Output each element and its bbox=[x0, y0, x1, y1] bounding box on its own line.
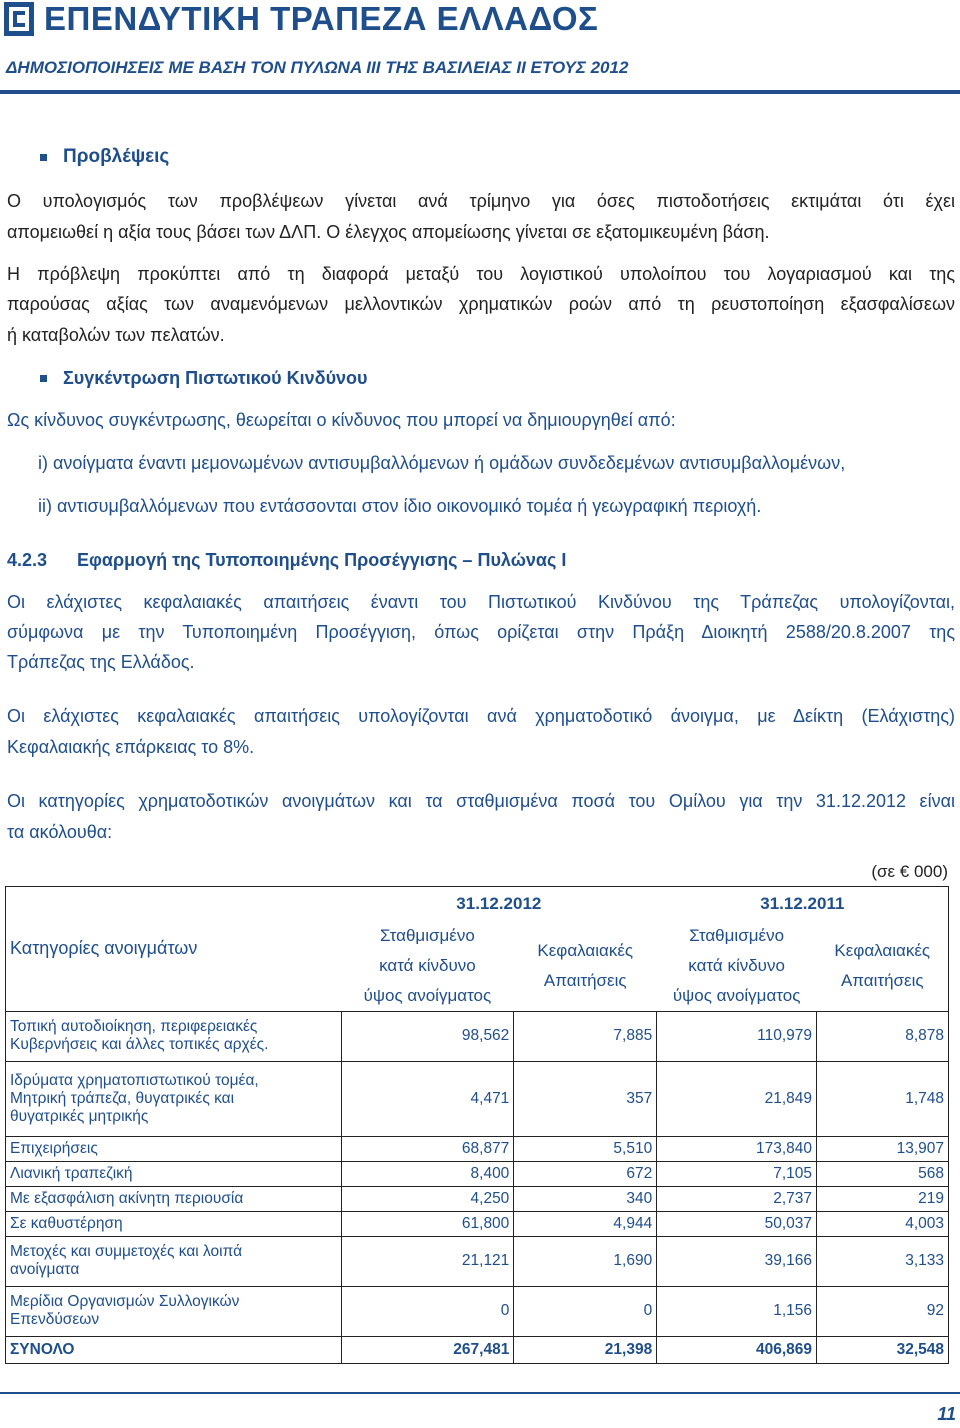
section-paragraph-1: Οι ελάχιστες κεφαλαιακές απαιτήσεις έναντι του Πιστωτικού Κινδύνου της Τράπεζας υπολογίζονται, bbox=[7, 592, 955, 612]
section-paragraph-3: Οι κατηγορίες χρηματοδοτικών ανοιγμάτων και τα σταθμισμένα ποσά του Ομίλου για την 31.12.2012 είναι bbox=[7, 791, 955, 811]
section-number: 4.2.3 bbox=[7, 550, 48, 570]
cell-cap-2011: 1,748 bbox=[817, 1061, 949, 1136]
row-label: Τοπική αυτοδιοίκηση, περιφερειακές Κυβερνήσεις και άλλες τοπικές αρχές. bbox=[6, 1011, 342, 1061]
cell-rw-2011: 50,037 bbox=[657, 1211, 817, 1236]
table-row bbox=[6, 1136, 949, 1161]
section-paragraph-3-line-2: τα ακόλουθα: bbox=[7, 822, 113, 842]
concentration-heading: Συγκέντρωση Πιστωτικού Κινδύνου bbox=[40, 368, 368, 389]
section-paragraph-1-line-3: Τράπεζας της Ελλάδος. bbox=[7, 652, 195, 672]
cell-cap-2011: 219 bbox=[817, 1186, 949, 1211]
table-row bbox=[6, 1011, 949, 1061]
section-heading bbox=[7, 550, 566, 571]
cell-cap-2012: 672 bbox=[514, 1161, 657, 1186]
table-row bbox=[6, 1236, 949, 1286]
total-cap-2011: 32,548 bbox=[817, 1336, 949, 1363]
provisions-paragraph-1-line-2: απομειωθεί η αξία τους βάσει των ΔΛΠ. Ο έλεγχος απομείωσης γίνεται σε εξατομικευμένη βάση. bbox=[7, 222, 770, 242]
table-row bbox=[6, 1211, 949, 1236]
table-row bbox=[6, 1286, 949, 1336]
cell-rw-2012: 21,121 bbox=[341, 1236, 514, 1286]
table-row bbox=[6, 1161, 949, 1186]
cell-rw-2012: 68,877 bbox=[341, 1136, 514, 1161]
total-rw-2012: 267,481 bbox=[341, 1336, 514, 1363]
col-header-rw-2012: Σταθμισμένο κατά κίνδυνο ύψος ανοίγματος bbox=[363, 925, 492, 1005]
section-paragraph-1-line-2: σύμφωνα με την Τυποποιημένη Προσέγγιση, όπως ορίζεται στην Πράξη Διοικητή 2588/20.8.2007 της bbox=[7, 622, 955, 642]
cell-cap-2011: 3,133 bbox=[817, 1236, 949, 1286]
cell-cap-2012: 4,944 bbox=[514, 1211, 657, 1236]
row-label: Με εξασφάλιση ακίνητη περιουσία bbox=[6, 1186, 342, 1211]
concentration-item-1: i) ανοίγματα έναντι μεμονωμένων αντισυμβαλλόμενων ή ομάδων συνδεδεμένων αντισυμβαλλομένων, bbox=[38, 453, 846, 473]
section-title: Εφαρμογή της Τυποποιημένης Προσέγγισης – Πυλώνας Ι bbox=[77, 550, 567, 570]
table-total-row bbox=[6, 1336, 949, 1363]
cell-rw-2012: 4,250 bbox=[341, 1186, 514, 1211]
bullet-icon bbox=[40, 375, 47, 382]
page-number: 11 bbox=[937, 1404, 956, 1424]
section-paragraph-2-line-2: Κεφαλαιακής επάρκειας το 8%. bbox=[7, 737, 255, 757]
exposures-table bbox=[5, 886, 949, 1364]
cell-rw-2012: 98,562 bbox=[341, 1011, 514, 1061]
cell-rw-2012: 4,471 bbox=[341, 1061, 514, 1136]
cell-cap-2011: 92 bbox=[817, 1286, 949, 1336]
bullet-icon bbox=[40, 154, 47, 161]
cell-rw-2012: 8,400 bbox=[341, 1161, 514, 1186]
year-2011: 31.12.2011 bbox=[657, 887, 949, 921]
row-label: Λιανική τραπεζική bbox=[6, 1161, 342, 1186]
total-cap-2012: 21,398 bbox=[514, 1336, 657, 1363]
table-row bbox=[6, 1186, 949, 1211]
cell-cap-2012: 7,885 bbox=[514, 1011, 657, 1061]
cell-cap-2012: 5,510 bbox=[514, 1136, 657, 1161]
provisions-heading: Προβλέψεις bbox=[40, 146, 169, 168]
concentration-item-2: ii) αντισυμβαλλόμενων που εντάσσονται στον ίδιο οικονομικό τομέα ή γεωγραφική περιοχή. bbox=[38, 496, 762, 516]
cell-rw-2012: 61,800 bbox=[341, 1211, 514, 1236]
cell-rw-2011: 1,156 bbox=[657, 1286, 817, 1336]
provisions-paragraph-1: Ο υπολογισμός των προβλέψεων γίνεται ανά τρίμηνο για όσες πιστοδοτήσεις εκτιμάται ότι έχει bbox=[7, 191, 955, 211]
cell-rw-2011: 173,840 bbox=[657, 1136, 817, 1161]
table-unit-note: (σε € 000) bbox=[871, 862, 948, 881]
cell-rw-2011: 2,737 bbox=[657, 1186, 817, 1211]
cell-rw-2011: 39,166 bbox=[657, 1236, 817, 1286]
col-header-category: Κατηγορίες ανοιγμάτων bbox=[6, 887, 342, 1012]
cell-cap-2012: 357 bbox=[514, 1061, 657, 1136]
section-paragraph-2: Οι ελάχιστες κεφαλαιακές απαιτήσεις υπολογίζονται ανά χρηματοδοτικό άνοιγμα, με Δείκτη (Ελάχιστης) bbox=[7, 706, 955, 726]
report-subtitle: ΔΗΜΟΣΙΟΠΟΙΗΣΕΙΣ ΜΕ ΒΑΣΗ ΤΟΝ ΠΥΛΩΝΑ ΙΙΙ ΤΗΣ ΒΑΣΙΛΕΙΑΣ ΙΙ ΕΤΟΥΣ 2012 bbox=[6, 58, 629, 77]
total-label: ΣΥΝΟΛΟ bbox=[6, 1336, 342, 1363]
total-rw-2011: 406,869 bbox=[657, 1336, 817, 1363]
cell-rw-2011: 21,849 bbox=[657, 1061, 817, 1136]
cell-cap-2012: 340 bbox=[514, 1186, 657, 1211]
col-header-cap-2011: Κεφαλαιακές Απαιτήσεις bbox=[817, 921, 949, 1012]
cell-cap-2011: 4,003 bbox=[817, 1211, 949, 1236]
col-header-rw-2011: Σταθμισμένο κατά κίνδυνο ύψος ανοίγματος bbox=[672, 925, 801, 1005]
provisions-paragraph-2-line-2: παρούσας αξίας των αναμενόμενων μελλοντικών χρηματικών ροών από τη ρευστοποίηση εξασφαλίσεων bbox=[7, 294, 955, 314]
cell-cap-2011: 568 bbox=[817, 1161, 949, 1186]
col-header-cap-2012: Κεφαλαιακές Απαιτήσεις bbox=[537, 940, 634, 990]
header-divider bbox=[0, 90, 960, 94]
cell-cap-2011: 13,907 bbox=[817, 1136, 949, 1161]
cell-rw-2012: 0 bbox=[341, 1286, 514, 1336]
cell-rw-2011: 110,979 bbox=[657, 1011, 817, 1061]
concentration-intro: Ως κίνδυνος συγκέντρωσης, θεωρείται ο κίνδυνος που μπορεί να δημιουργηθεί από: bbox=[7, 410, 676, 430]
table-year-row bbox=[6, 887, 949, 921]
cell-cap-2012: 0 bbox=[514, 1286, 657, 1336]
row-label: Μερίδια Οργανισμών Συλλογικών Επενδύσεων bbox=[6, 1286, 342, 1336]
cell-rw-2011: 7,105 bbox=[657, 1161, 817, 1186]
row-label: Σε καθυστέρηση bbox=[6, 1211, 342, 1236]
cell-cap-2012: 1,690 bbox=[514, 1236, 657, 1286]
cell-cap-2011: 8,878 bbox=[817, 1011, 949, 1061]
bank-logo-icon bbox=[4, 2, 34, 36]
footer-divider bbox=[0, 1392, 960, 1394]
year-2012: 31.12.2012 bbox=[341, 887, 657, 921]
row-label: Μετοχές και συμμετοχές και λοιπά ανοίγματα bbox=[6, 1236, 342, 1286]
provisions-paragraph-2: Η πρόβλεψη προκύπτει από τη διαφορά μεταξύ του λογιστικού υπολοίπου του λογαριασμού και της bbox=[7, 264, 955, 284]
row-label: Ιδρύματα χρηματοπιστωτικού τομέα, Μητρική τράπεζα, θυγατρικές και θυγατρικές μητρικής bbox=[6, 1061, 342, 1136]
table-row bbox=[6, 1061, 949, 1136]
bank-name: ΕΠΕΝΔΥΤΙΚΗ ΤΡΑΠΕΖΑ ΕΛΛΑΔΟΣ bbox=[44, 0, 599, 37]
provisions-paragraph-2-line-3: ή καταβολών των πελατών. bbox=[7, 325, 225, 345]
row-label: Επιχειρήσεις bbox=[6, 1136, 342, 1161]
